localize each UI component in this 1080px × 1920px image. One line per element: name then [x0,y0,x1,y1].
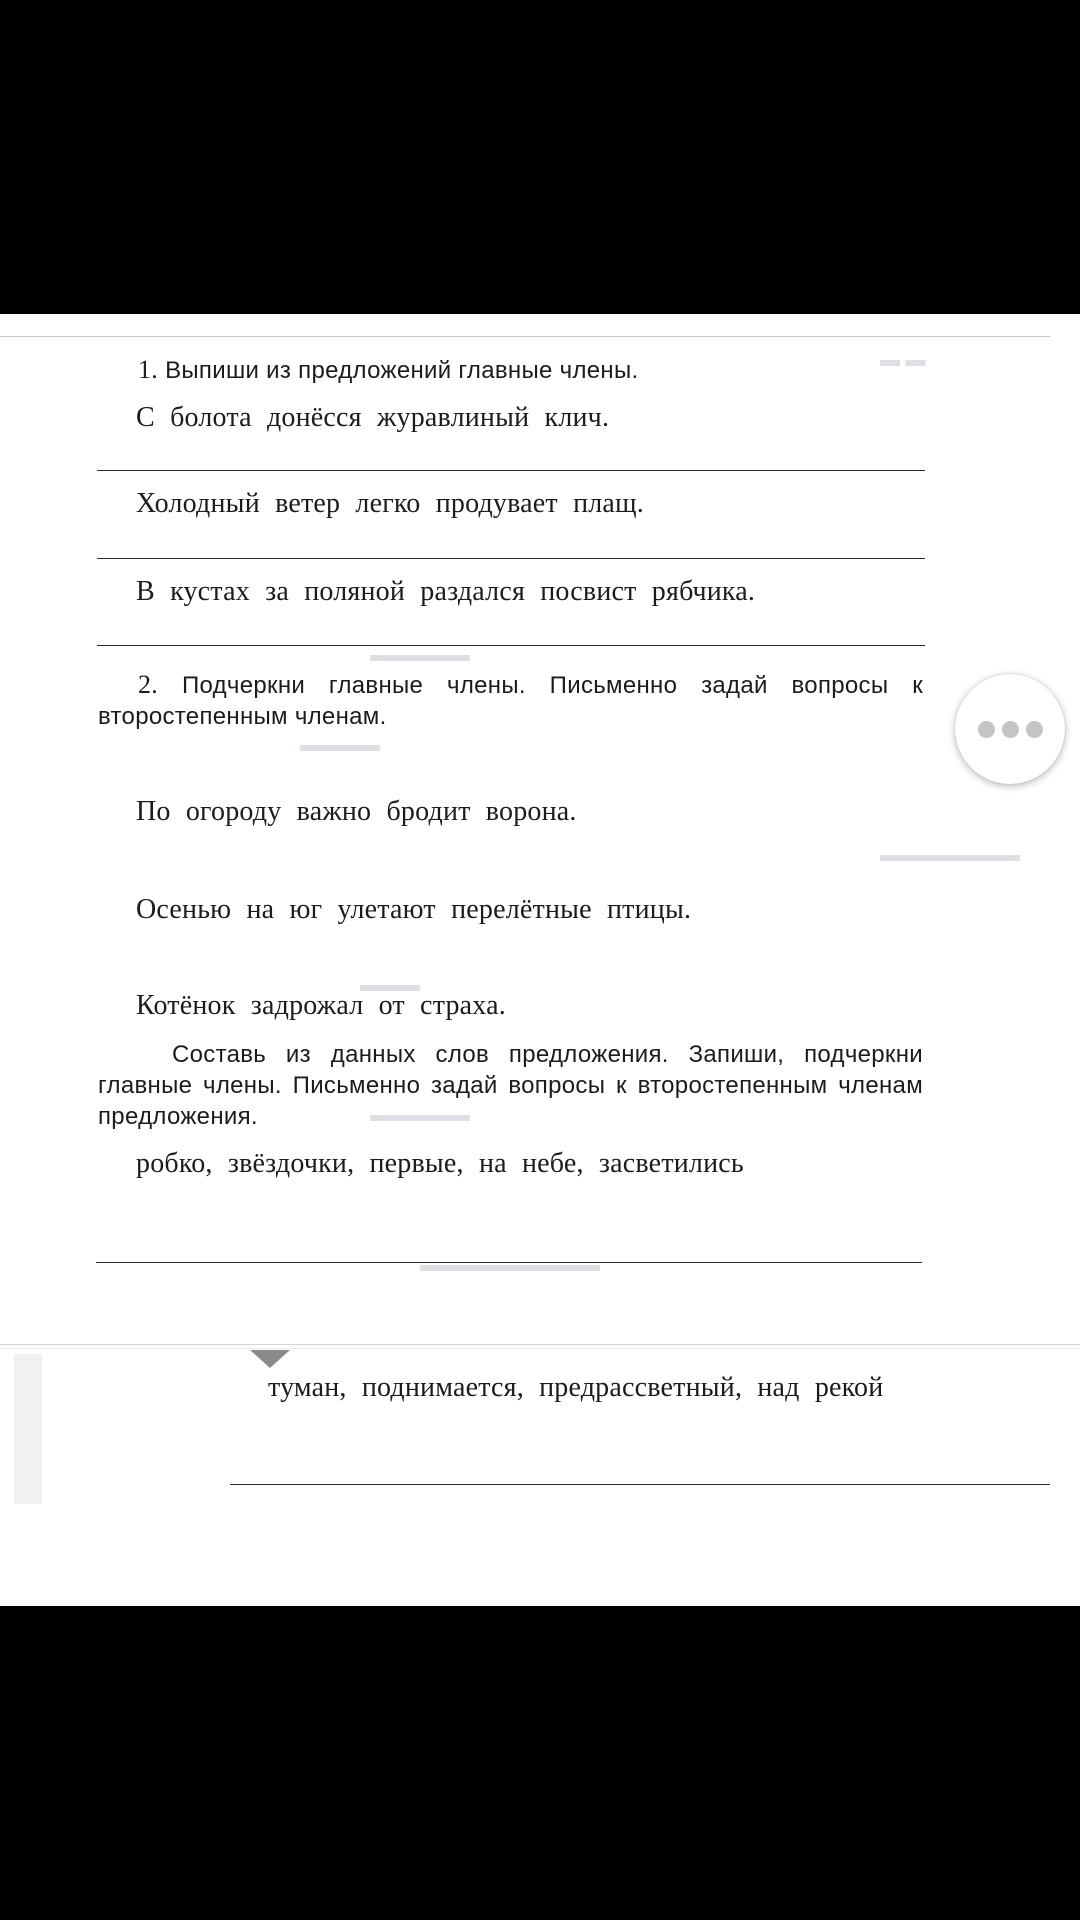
answer-line [97,470,925,471]
task-1-heading [138,355,638,385]
task-3-word-set-1: робко, звёздочки, первые, на небе, засветились [136,1148,744,1179]
bleed-through-mark: ▬▬▬▬ [300,734,380,756]
task-1-sentence-1: С болота донёсся журавлиный клич. [136,402,610,433]
answer-line [97,645,925,646]
bleed-through-mark: ▬▬▬▬▬▬▬ [880,844,1020,866]
task-2-number: 2. [138,670,159,699]
bleed-through-mark: ▬▬▬▬▬▬▬▬▬ [420,1254,600,1276]
task-1-title: Выпиши из предложений главные члены. [165,357,639,384]
task-1-sentence-2: Холодный ветер легко продувает плащ. [136,488,645,519]
task-2-sentence-2: Осенью на юг улетают перелётные птицы. [136,894,692,925]
bleed-through-mark: ▬▬▬▬▬ [370,644,470,666]
scan-edge-middle [0,1344,1080,1345]
task-1-sentence-3: В кустах за поляной раздался посвист рябчика. [136,576,756,607]
scan-edge-middle-faint [0,1348,1080,1349]
more-dots-icon [1026,721,1043,738]
task-3-word-set-2: туман, поднимается, предрассветный, над рекой [268,1372,884,1403]
task-2-text: Подчеркни главные члены. Письменно задай вопросы к второстепенным членам. [98,672,924,730]
task-2-sentence-3: Котёнок задрожал от страха. [136,990,506,1021]
scan-edge-top [0,336,1050,337]
bleed-through-mark: ▬▬▬ [360,974,420,996]
worksheet-page [0,314,1080,1606]
answer-line [96,1262,922,1263]
answer-line [97,558,925,559]
task-1-number: 1. [138,355,159,384]
more-dots-icon [978,721,995,738]
more-dots-icon [1002,721,1019,738]
answer-line [230,1484,1050,1485]
task-2-sentence-1: По огороду важно бродит ворона. [136,796,577,827]
bleed-through-mark: ▬▬▬▬▬ [370,1104,470,1126]
bleed-through-mark: ▬ ▬ [880,349,926,371]
page-side-strip [14,1354,42,1504]
task-2-instruction [98,669,923,732]
more-options-button[interactable] [955,674,1065,784]
task-3-instruction: Составь из данных слов предложения. Запиши, подчеркни главные члены. Письменно задай вопросы к второстепенным членам предложения. [98,1041,923,1130]
section-marker-icon [250,1350,290,1368]
